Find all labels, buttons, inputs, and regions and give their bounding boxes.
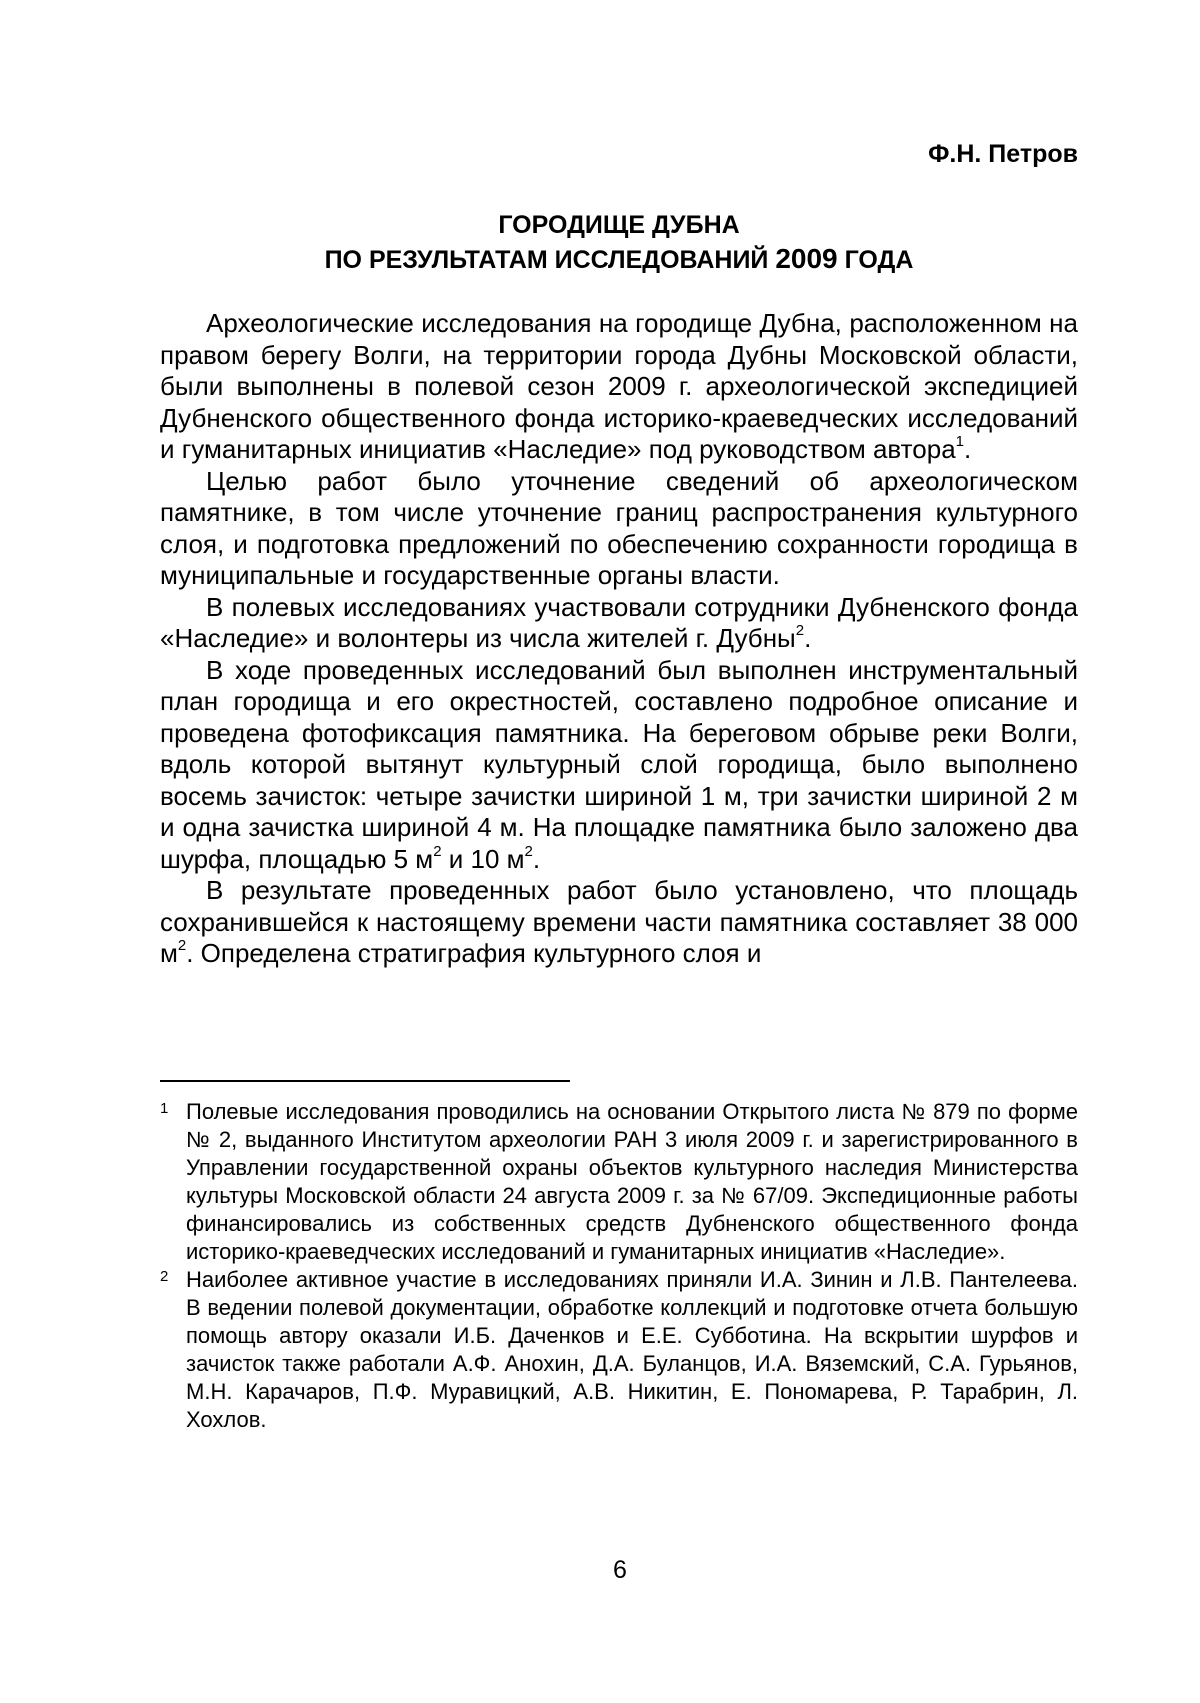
paragraph-3-text: В полевых исследованиях участвовали сотрудники Дубненского фонда «Наследие» и волонтеры из числа жителей г. Дубны [160,591,1078,653]
footnote-ref-2: 2 [795,622,805,640]
footnote-2-text: Наиболее активное участие в исследованиях приняли И.А. Зинин и Л.В. Пантелеева. В ведении полевой документации, обработке коллекций и подготовке отчета большую помощь автору оказали И.Б. Даченков и Е.Е. Субботина. На вскрытии шурфов и зачисток также работали А.Ф. Анохин, Д.А. Буланцов, И.А. Вяземский, С.А. Гурьянов, М.Н. Карачаров, П.Ф. Муравицкий, А.В. Никитин, Е. Пономарева, Р. Тарабрин, Л. Хохлов. [186,1267,1078,1432]
paragraph-3-end: . [804,623,812,653]
paragraph-4-text: В ходе проведенных исследований был выполнен инструментальный план городища и его окрестностей, составлено подробное описание и проведена фотофиксация памятника. На береговом обрыве реки Волги, вдоль которой вытянут культурный слой городища, было выполнено восемь зачисток: четыре зачистки шириной 1 м, три зачистки шириной 2 м и одна зачистка шириной 4 м. На площадке памятника было заложено два шурфа, площадью 5 м [160,654,1078,874]
page-number: 6 [613,1556,627,1584]
paragraph-4-end: . [532,843,541,874]
superscript-squared-2: 2 [524,842,533,860]
article-title [160,208,1078,277]
footnote-ref-1: 1 [955,433,964,451]
paragraph-4 [160,655,1078,876]
author-name: Ф.Н. Петров [928,140,1078,168]
paragraph-1-text: Археологические исследования на городище Дубна, расположенном на правом берегу Волги, на территории города Дубны Московской области, были выполнены в полевой сезон 2009 г. археологической экспедицией Дубненского общественного фонда историко-краеведческих исследований и гуманитарных инициатив «Наследие» под руководством автора [160,308,1078,464]
title-line-2 [160,242,1078,277]
paragraph-5-end: . Определена стратиграфия культурного слоя и [186,938,762,968]
paragraph-1 [160,308,1078,466]
paragraph-4-mid: и 10 м [441,843,525,874]
footnote-1-text: Полевые исследования проводились на основании Открытого листа № 879 по форме № 2, выданного Институтом археологии РАН 3 июля 2009 г. и зарегистрированного в Управлении государственной охраны объектов культурного наследия Министерства культуры Московской области 24 августа 2009 г. за № 67/09. Экспедиционные работы финансировались из собственных средств Дубненского общественного фонда историко-краеведческих исследований и гуманитарных инициатив «Наследие». [186,1099,1078,1264]
footnotes [160,1098,1078,1434]
footnote-1 [160,1098,1078,1266]
title-line-2-suffix: ГОДА [837,246,914,274]
footnote-2 [160,1266,1078,1434]
title-line-1: ГОРОДИЩЕ ДУБНА [498,211,740,239]
paragraph-3 [160,592,1078,655]
footnote-1-mark: 1 [160,1100,169,1117]
paragraph-5-text: В результате проведенных работ было установлено, что площадь сохранившейся к настоящему времени части памятника составляет 38 000 м [160,875,1078,968]
title-year: 2009 [775,243,838,274]
superscript-squared-3: 2 [177,937,187,955]
article-body [160,308,1078,970]
title-line-2-prefix: ПО РЕЗУЛЬТАТАМ ИССЛЕДОВАНИЙ [324,246,776,274]
paragraph-5 [160,875,1078,970]
paragraph-1-end: . [964,434,972,464]
superscript-squared-1: 2 [433,842,442,860]
footnote-2-mark: 2 [160,1268,169,1285]
footnote-divider [160,1080,570,1082]
paragraph-2: Целью работ было уточнение сведений об археологическом памятнике, в том числе уточнение границ распространения культурного слоя, и подготовка предложений по обеспечению сохранности городища в муниципальные и государственные органы власти. [160,465,1078,590]
